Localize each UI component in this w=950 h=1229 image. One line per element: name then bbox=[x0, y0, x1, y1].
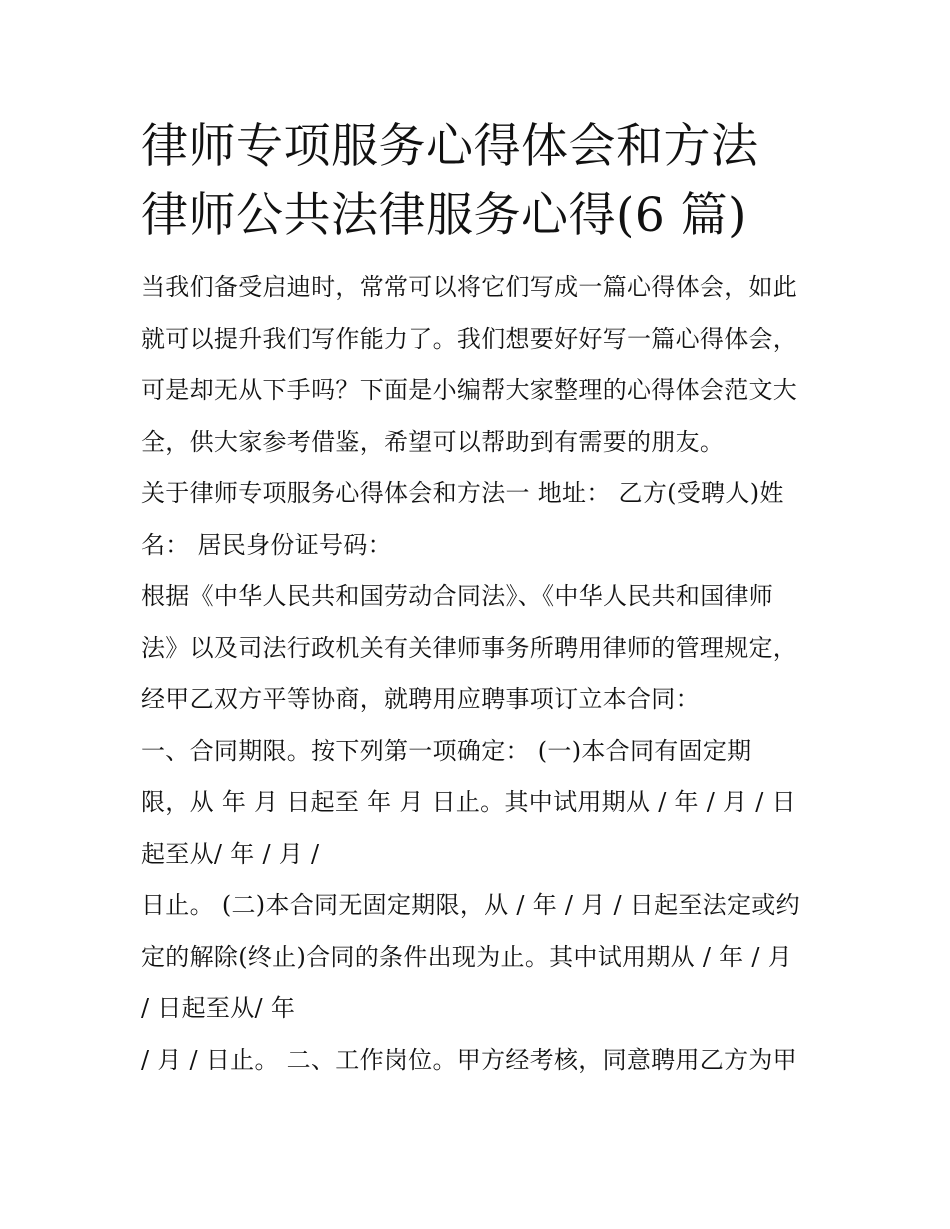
body-line: 一、合同期限。按下列第一项确定： (一)本合同有固定期 bbox=[141, 736, 752, 765]
document-title bbox=[141, 112, 821, 250]
body-line: 根据《中华人民共和国劳动合同法》、《中华人民共和国律师 bbox=[141, 582, 774, 610]
title-line: 律师专项服务心得体会和方法 bbox=[141, 119, 759, 174]
body-line: 定的解除(终止)合同的条件出现为止。其中试用期从 / 年 / 月 bbox=[141, 942, 793, 971]
body-line: 可是却无从下手吗？下面是小编帮大家整理的心得体会范文大 bbox=[141, 376, 798, 404]
body-line: 就可以提升我们写作能力了。我们想要好好写一篇心得体会， bbox=[141, 324, 798, 353]
title-line: 律师公共法律服务心得(6 篇) bbox=[141, 188, 748, 243]
body-line: / 月 / 日止。 二、工作岗位。甲方经考核，同意聘用乙方为甲 bbox=[141, 1045, 797, 1074]
body-line: 关于律师专项服务心得体会和方法一 地址： 乙方(受聘人)姓 bbox=[141, 479, 784, 507]
body-line: / 日起至从/ 年 bbox=[141, 994, 296, 1022]
body-line: 经甲乙双方平等协商，就聘用应聘事项订立本合同： bbox=[141, 685, 700, 713]
body-line: 日止。 (二)本合同无固定期限，从 / 年 / 月 / 日起至法定或约 bbox=[141, 891, 800, 919]
body-line: 全，供大家参考借鉴，希望可以帮助到有需要的朋友。 bbox=[141, 427, 725, 456]
body-line: 法》以及司法行政机关有关律师事务所聘用律师的管理规定， bbox=[141, 633, 798, 662]
body-line: 名： 居民身份证号码： bbox=[141, 530, 392, 559]
body-line: 当我们备受启迪时，常常可以将它们写成一篇心得体会，如此 bbox=[141, 273, 798, 301]
body-line: 起至从/ 年 / 月 / bbox=[141, 839, 320, 868]
body-line: 限，从 年 月 日起至 年 月 日止。其中试用期从 / 年 / 月 / 日 bbox=[141, 788, 796, 816]
document-body bbox=[141, 262, 821, 1086]
document-page bbox=[141, 112, 821, 1086]
